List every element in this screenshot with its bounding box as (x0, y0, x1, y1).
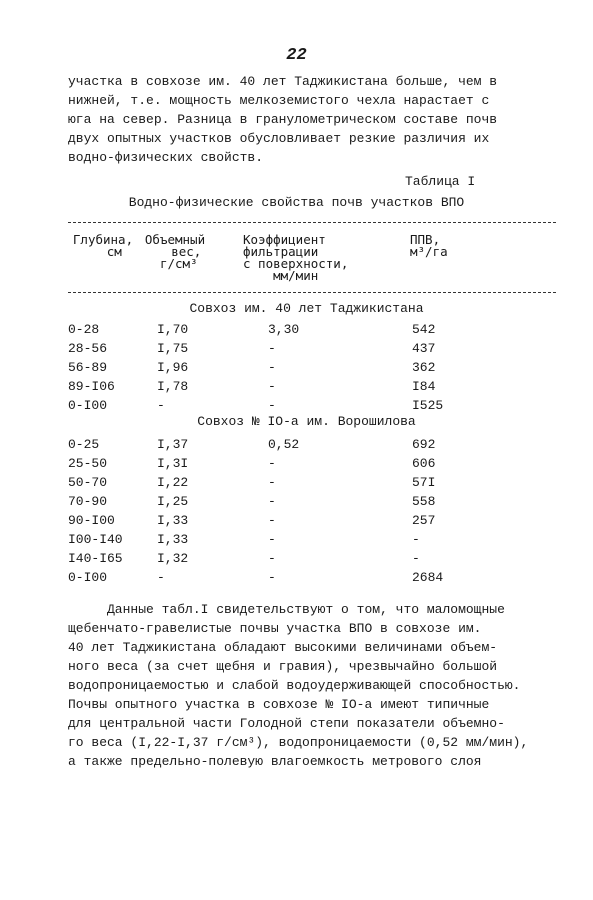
cell-capacity: 542 (412, 322, 436, 337)
cell-depth: 0-I00 (68, 398, 108, 413)
cell-capacity: I525 (412, 398, 444, 413)
table-row (0, 513, 593, 533)
cell-capacity: 2684 (412, 570, 444, 585)
header-capacity: ППВ, м³/га (410, 232, 448, 259)
cell-capacity: 257 (412, 513, 436, 528)
cell-density: I,75 (157, 341, 189, 356)
cell-filtration: - (268, 570, 276, 585)
table-row (0, 437, 593, 457)
cell-capacity: 362 (412, 360, 436, 375)
cell-depth: 50-70 (68, 475, 108, 490)
header-depth: Глубина, см (72, 232, 134, 259)
table-row (0, 456, 593, 476)
cell-density: I,33 (157, 532, 189, 547)
table-top-rule (68, 222, 556, 223)
cell-density: I,33 (157, 513, 189, 528)
cell-capacity: - (412, 551, 420, 566)
cell-filtration: - (268, 532, 276, 547)
cell-density: I,37 (157, 437, 189, 452)
table-row (0, 341, 593, 361)
table-row (0, 322, 593, 342)
cell-capacity: 606 (412, 456, 436, 471)
cell-density: I,3I (157, 456, 189, 471)
cell-filtration: - (268, 341, 276, 356)
cell-capacity: - (412, 532, 420, 547)
table-row (0, 494, 593, 514)
closing-paragraph: Данные табл.I свидетельствуют о том, что маломощные щебенчато-гравелистые почвы участка ВПО в совхозе им. 40 лет Таджикистана обладают высокими величинами объем- ного веса (за счет щебня и гравия), чрезвычайно большой водопроницаемостью и слабой водоудерживающей способностью. Почвы опытного участка в совхозе № IO-а имеют типичные для центральной части Голодной степи показатели объемно- го веса (I,22-I,37 г/см³), водопроницаемости (0,52 мм/мин), а также предельно-полевую влагоемкость метрового слоя (68, 602, 529, 769)
cell-filtration: - (268, 360, 276, 375)
cell-filtration: - (268, 398, 276, 413)
cell-depth: 90-I00 (68, 513, 115, 528)
table-row (0, 475, 593, 495)
table-header-rule (68, 292, 556, 293)
table-row (0, 532, 593, 552)
cell-depth: I40-I65 (68, 551, 123, 566)
cell-density: I,96 (157, 360, 189, 375)
header-filtration: Коэффициент фильтрации с поверхности, мм/мин (243, 232, 349, 283)
header-density: Объемный вес, г/см³ (144, 232, 206, 271)
intro-paragraph: участка в совхозе им. 40 лет Таджикистана больше, чем в нижней, т.е. мощность мелкоземистого чехла нарастает с юга на север. Разница в гранулометрическом составе почв двух опытных участков обусловливает резкие различия их водно-физических свойств. (68, 74, 498, 165)
cell-density: I,22 (157, 475, 189, 490)
cell-depth: 70-90 (68, 494, 108, 509)
cell-depth: 0-28 (68, 322, 100, 337)
cell-capacity: 437 (412, 341, 436, 356)
table-row (0, 551, 593, 571)
cell-depth: 0-25 (68, 437, 100, 452)
cell-density: - (157, 398, 165, 413)
cell-density: I,32 (157, 551, 189, 566)
cell-depth: 28-56 (68, 341, 108, 356)
cell-capacity: 558 (412, 494, 436, 509)
cell-density: I,25 (157, 494, 189, 509)
cell-capacity: 692 (412, 437, 436, 452)
section-title: Совхоз им. 40 лет Таджикистана (189, 301, 424, 316)
table-row (0, 360, 593, 380)
cell-filtration: 0,52 (268, 437, 300, 452)
cell-filtration: - (268, 379, 276, 394)
cell-depth: 25-50 (68, 456, 108, 471)
cell-filtration: - (268, 456, 276, 471)
cell-capacity: 57I (412, 475, 436, 490)
cell-depth: 89-I06 (68, 379, 115, 394)
cell-depth: 56-89 (68, 360, 108, 375)
cell-depth: 0-I00 (68, 570, 108, 585)
cell-filtration: - (268, 513, 276, 528)
cell-filtration: 3,30 (268, 322, 300, 337)
section-title: Совхоз № IO-а им. Ворошилова (197, 414, 416, 429)
cell-depth: I00-I40 (68, 532, 123, 547)
cell-density: I,70 (157, 322, 189, 337)
cell-filtration: - (268, 475, 276, 490)
cell-density: - (157, 570, 165, 585)
table-title: Водно-физические свойства почв участков ВПО (128, 195, 465, 210)
page-number: 22 (286, 46, 307, 65)
cell-filtration: - (268, 494, 276, 509)
table-row (0, 379, 593, 399)
table-label: Таблица I (405, 174, 476, 189)
table-row (0, 570, 593, 590)
cell-filtration: - (268, 551, 276, 566)
cell-density: I,78 (157, 379, 189, 394)
cell-capacity: I84 (412, 379, 436, 394)
